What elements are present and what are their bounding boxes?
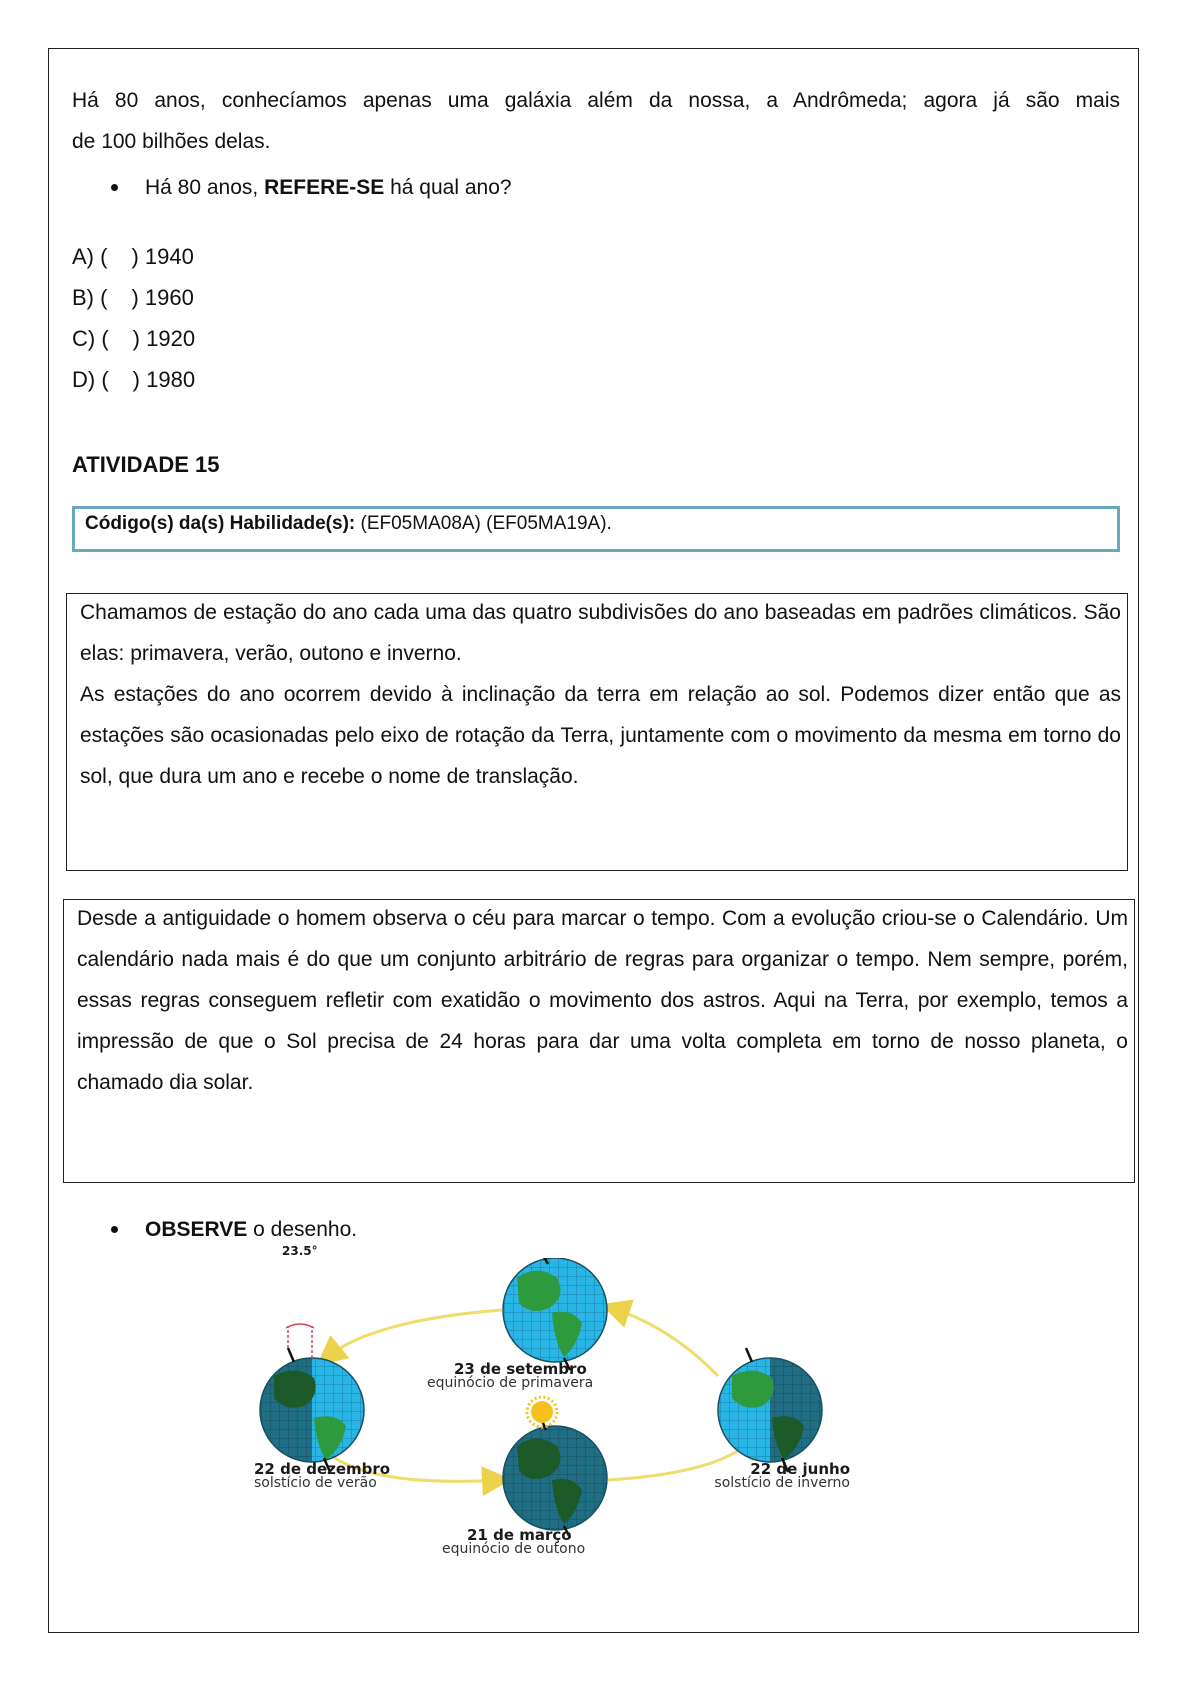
skill-codes-label: Código(s) da(s) Habilidade(s): — [85, 513, 356, 534]
question-emphasis: REFERE-SE — [264, 176, 385, 199]
label-december-event: solstício de verão — [254, 1475, 377, 1491]
seasons-text-box — [66, 593, 1128, 871]
question-text: Há 80 anos, REFERE-SE há qual ano? — [145, 176, 512, 199]
option-c[interactable]: C) ( ) 1920 — [72, 326, 196, 351]
label-september-event: equinócio de primavera — [427, 1375, 594, 1391]
label-june-event: solstício de inverno — [714, 1475, 850, 1491]
skill-codes-box — [72, 506, 1120, 552]
label-september-date: 23 de setembro — [454, 1360, 587, 1378]
observe-instruction: OBSERVE o desenho. — [145, 1218, 358, 1241]
sun-icon — [527, 1397, 557, 1427]
label-march-event: equinócio de outono — [442, 1541, 586, 1557]
orbit-illustration — [252, 1258, 850, 1568]
label-march-date: 21 de março — [467, 1526, 572, 1544]
intro-paragraph — [72, 80, 1120, 162]
option-value: 1920 — [146, 326, 196, 351]
bullet-icon — [111, 1226, 118, 1233]
option-a[interactable]: A) ( ) 1940 — [72, 244, 194, 269]
label-december-date: 22 de dezembro — [254, 1460, 391, 1478]
seasons-paragraph-1: Chamamos de estação do ano cada uma das quatro subdivisões do ano baseadas em padrões climáticos. São elas: primavera, verão, outono e inverno. — [80, 601, 1121, 665]
option-b[interactable]: B) ( ) 1960 — [72, 285, 194, 310]
activity-title: ATIVIDADE 15 — [72, 452, 220, 477]
option-d[interactable]: D) ( ) 1980 — [72, 367, 196, 392]
earth-orbit-diagram — [252, 1244, 850, 1568]
bullet-icon — [111, 184, 118, 191]
option-value: 1940 — [144, 244, 194, 269]
seasons-paragraph-2: As estações do ano ocorrem devido à inclinação da terra em relação ao sol. Podemos dizer então que as estações são ocasionadas pelo eixo de rotação da Terra, juntamente com o movimento da mesma em torno do sol, que dura um ano e recebe o nome de translação. — [80, 683, 1121, 788]
calendar-text-box — [63, 899, 1135, 1183]
intro-line-2: de 100 bilhões delas. — [72, 130, 271, 153]
option-value: 1980 — [146, 367, 196, 392]
tilt-angle-label: 23.5° — [282, 1244, 318, 1258]
skill-codes-values: (EF05MA08A) (EF05MA19A). — [355, 513, 612, 534]
intro-line-1: Há 80 anos, conhecíamos apenas uma galáxia além da nossa, a Andrômeda; agora já são mais — [72, 89, 1120, 112]
option-value: 1960 — [144, 285, 194, 310]
label-june-date: 22 de junho — [750, 1460, 850, 1478]
calendar-paragraph: Desde a antiguidade o homem observa o céu para marcar o tempo. Com a evolução criou-se o Calendário. Um calendário nada mais é do que um conjunto arbitrário de regras para organizar o tempo. Nem sempre, porém, essas regras conseguem refletir com exatidão o movimento dos astros. Aqui na Terra, por exemplo, temos a impressão de que o Sol precisa de 24 horas para dar uma volta completa em torno de nosso planeta, o chamado dia solar. — [77, 907, 1128, 1094]
